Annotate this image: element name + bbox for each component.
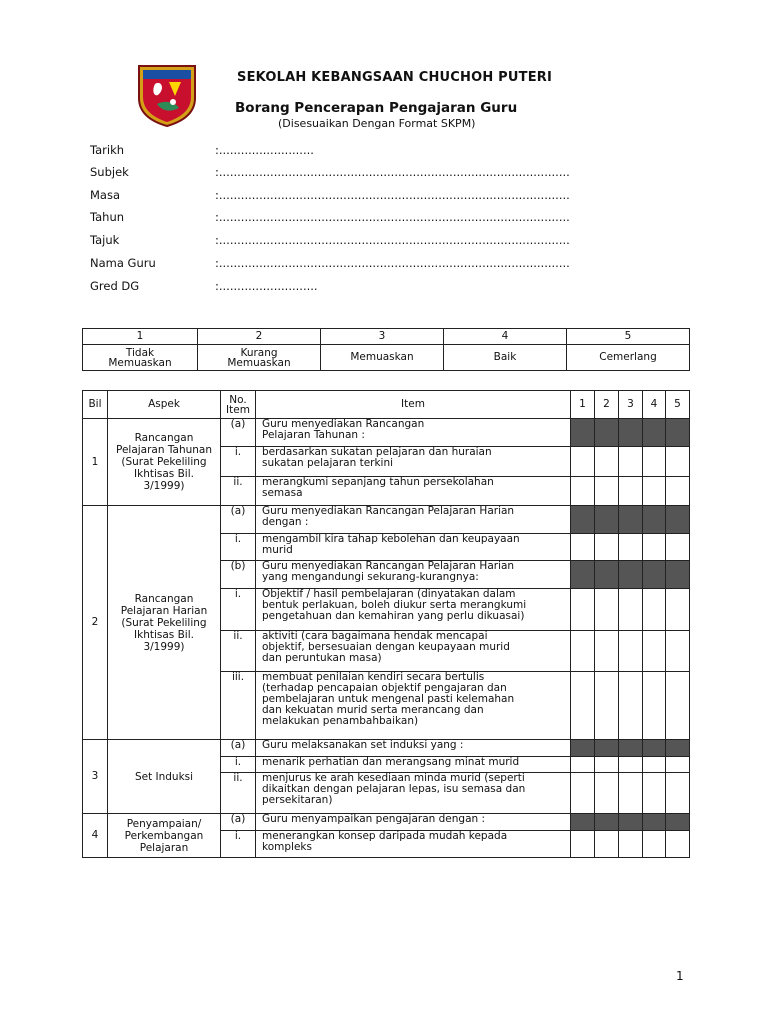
header-no-item: No. Item [221,391,256,419]
field-blank[interactable]: :................................................................................................ [215,165,570,179]
score-cell-2[interactable] [595,447,619,477]
header-score-4: 4 [643,391,666,419]
scale-number: 3 [321,329,444,345]
score-cell-3[interactable] [619,672,643,740]
header-score-2: 2 [595,391,619,419]
score-cell-5[interactable] [666,631,690,672]
field-label: Nama Guru [90,256,156,270]
shaded-score-cell [595,740,619,757]
shaded-score-cell [619,506,643,534]
score-cell-2[interactable] [595,831,619,858]
item-number-cell: i. [221,757,256,773]
score-cell-5[interactable] [666,477,690,506]
bil-cell: 4 [83,814,108,858]
score-cell-1[interactable] [571,589,595,631]
score-cell-3[interactable] [619,534,643,561]
score-cell-4[interactable] [643,831,666,858]
score-cell-3[interactable] [619,447,643,477]
score-cell-5[interactable] [666,757,690,773]
item-text-cell: Guru melaksanakan set induksi yang : [256,740,571,757]
field-label: Gred DG [90,279,140,293]
observation-table [82,390,690,858]
scale-label: Tidak Memuaskan [83,345,198,371]
field-blank[interactable]: :................................................................................................ [215,210,570,224]
field-label: Subjek [90,165,129,179]
shaded-score-cell [571,740,595,757]
score-cell-4[interactable] [643,534,666,561]
shaded-score-cell [643,740,666,757]
table-header-row [83,391,690,419]
aspek-cell: Penyampaian/ Perkembangan Pelajaran [108,814,221,858]
shaded-score-cell [571,419,595,447]
aspek-cell: Rancangan Pelajaran Tahunan (Surat Pekeliling Ikhtisas Bil. 3/1999) [108,419,221,506]
score-cell-3[interactable] [619,773,643,814]
score-cell-4[interactable] [643,672,666,740]
school-name: SEKOLAH KEBANGSAAN CHUCHOH PUTERI [237,70,553,85]
aspek-cell: Rancangan Pelajaran Harian (Surat Pekeliling Ikhtisas Bil. 3/1999) [108,506,221,740]
item-number-cell: (a) [221,814,256,831]
scale-number: 1 [83,329,198,345]
score-cell-2[interactable] [595,757,619,773]
scale-number: 2 [198,329,321,345]
rating-scale-table [82,328,690,371]
field-blank[interactable]: :................................................................................................ [215,233,570,247]
bil-cell: 2 [83,506,108,740]
score-cell-1[interactable] [571,534,595,561]
score-cell-3[interactable] [619,589,643,631]
shaded-score-cell [571,561,595,589]
item-text-cell: aktiviti (cara bagaimana hendak mencapai objektif, bersesuaian dengan keupayaan murid dan peruntukan masa) [256,631,571,672]
header-bil: Bil [83,391,108,419]
bil-cell: 1 [83,419,108,506]
score-cell-1[interactable] [571,631,595,672]
table-row [83,740,690,757]
shaded-score-cell [619,740,643,757]
shaded-score-cell [595,506,619,534]
page-number: 1 [676,969,684,983]
item-text-cell: Guru menyediakan Rancangan Pelajaran Harian dengan : [256,506,571,534]
score-cell-1[interactable] [571,672,595,740]
shaded-score-cell [666,419,690,447]
score-cell-2[interactable] [595,589,619,631]
field-blank[interactable]: :.......................... [215,143,314,157]
scale-label-row [83,345,690,371]
score-cell-4[interactable] [643,631,666,672]
score-cell-4[interactable] [643,447,666,477]
header-item: Item [256,391,571,419]
score-cell-3[interactable] [619,831,643,858]
aspek-cell: Set Induksi [108,740,221,814]
score-cell-3[interactable] [619,757,643,773]
shaded-score-cell [595,419,619,447]
field-blank[interactable]: :................................................................................................ [215,188,570,202]
item-number-cell: (b) [221,561,256,589]
scale-number: 5 [567,329,690,345]
table-row [83,506,690,534]
item-number-cell: (a) [221,419,256,447]
scale-number: 4 [444,329,567,345]
shaded-score-cell [619,561,643,589]
shaded-score-cell [595,561,619,589]
score-cell-5[interactable] [666,773,690,814]
score-cell-5[interactable] [666,447,690,477]
field-blank[interactable]: :................................................................................................ [215,256,570,270]
item-number-cell: (a) [221,506,256,534]
shaded-score-cell [666,506,690,534]
score-cell-5[interactable] [666,589,690,631]
score-cell-4[interactable] [643,589,666,631]
item-number-cell: i. [221,534,256,561]
score-cell-2[interactable] [595,631,619,672]
score-cell-3[interactable] [619,631,643,672]
header-score-3: 3 [619,391,643,419]
item-number-cell: ii. [221,477,256,506]
item-text-cell: Guru menyampaikan pengajaran dengan : [256,814,571,831]
scale-label: Memuaskan [321,345,444,371]
table-row [83,419,690,447]
item-number-cell: ii. [221,631,256,672]
score-cell-5[interactable] [666,672,690,740]
score-cell-4[interactable] [643,757,666,773]
shaded-score-cell [643,814,666,831]
item-number-cell: i. [221,447,256,477]
scale-label: Kurang Memuaskan [198,345,321,371]
score-cell-2[interactable] [595,534,619,561]
school-crest-logo [135,62,199,128]
shaded-score-cell [571,506,595,534]
scale-number-row [83,329,690,345]
score-cell-4[interactable] [643,477,666,506]
score-cell-2[interactable] [595,477,619,506]
score-cell-1[interactable] [571,773,595,814]
form-subtitle: (Disesuaikan Dengan Format SKPM) [278,117,476,130]
form-title: Borang Pencerapan Pengajaran Guru [235,100,518,116]
shaded-score-cell [666,740,690,757]
item-number-cell: i. [221,831,256,858]
item-text-cell: berdasarkan sukatan pelajaran dan huraian sukatan pelajaran terkini [256,447,571,477]
shaded-score-cell [619,419,643,447]
shaded-score-cell [666,561,690,589]
scale-label: Baik [444,345,567,371]
score-cell-2[interactable] [595,773,619,814]
item-number-cell: (a) [221,740,256,757]
shaded-score-cell [643,419,666,447]
item-text-cell: membuat penilaian kendiri secara bertulis (terhadap pencapaian objektif pengajaran dan pembelajaran untuk mengenal pasti kelemahan dan kekuatan murid serta merancang dan melakukan penambahbaikan) [256,672,571,740]
score-cell-1[interactable] [571,757,595,773]
shaded-score-cell [643,561,666,589]
item-text-cell: mengambil kira tahap kebolehan dan keupayaan murid [256,534,571,561]
field-label: Tahun [90,210,125,224]
item-text-cell: Objektif / hasil pembelajaran (dinyatakan dalam bentuk perlakuan, boleh diukur serta merangkumi pengetahuan dan kemahiran yang perlu dikuasai) [256,589,571,631]
field-blank[interactable]: :........................... [215,279,318,293]
score-cell-1[interactable] [571,831,595,858]
item-text-cell: Guru menyediakan Rancangan Pelajaran Tahunan : [256,419,571,447]
item-number-cell: i. [221,589,256,631]
score-cell-5[interactable] [666,831,690,858]
score-cell-1[interactable] [571,477,595,506]
field-label: Tajuk [90,233,120,247]
score-cell-3[interactable] [619,477,643,506]
item-number-cell: iii. [221,672,256,740]
item-text-cell: Guru menyediakan Rancangan Pelajaran Harian yang mengandungi sekurang-kurangnya: [256,561,571,589]
shaded-score-cell [571,814,595,831]
bil-cell: 3 [83,740,108,814]
header-aspek: Aspek [108,391,221,419]
score-cell-5[interactable] [666,534,690,561]
header-score-5: 5 [666,391,690,419]
shaded-score-cell [619,814,643,831]
shaded-score-cell [666,814,690,831]
item-text-cell: menjurus ke arah kesediaan minda murid (seperti dikaitkan dengan pelajaran lepas, isu semasa dan persekitaran) [256,773,571,814]
item-number-cell: ii. [221,773,256,814]
header-score-1: 1 [571,391,595,419]
field-label: Tarikh [90,143,125,157]
shaded-score-cell [595,814,619,831]
score-cell-4[interactable] [643,773,666,814]
scale-label: Cemerlang [567,345,690,371]
score-cell-2[interactable] [595,672,619,740]
item-text-cell: merangkumi sepanjang tahun persekolahan semasa [256,477,571,506]
score-cell-1[interactable] [571,447,595,477]
field-label: Masa [90,188,121,202]
shaded-score-cell [643,506,666,534]
table-row [83,814,690,831]
item-text-cell: menarik perhatian dan merangsang minat murid [256,757,571,773]
item-text-cell: menerangkan konsep daripada mudah kepada kompleks [256,831,571,858]
